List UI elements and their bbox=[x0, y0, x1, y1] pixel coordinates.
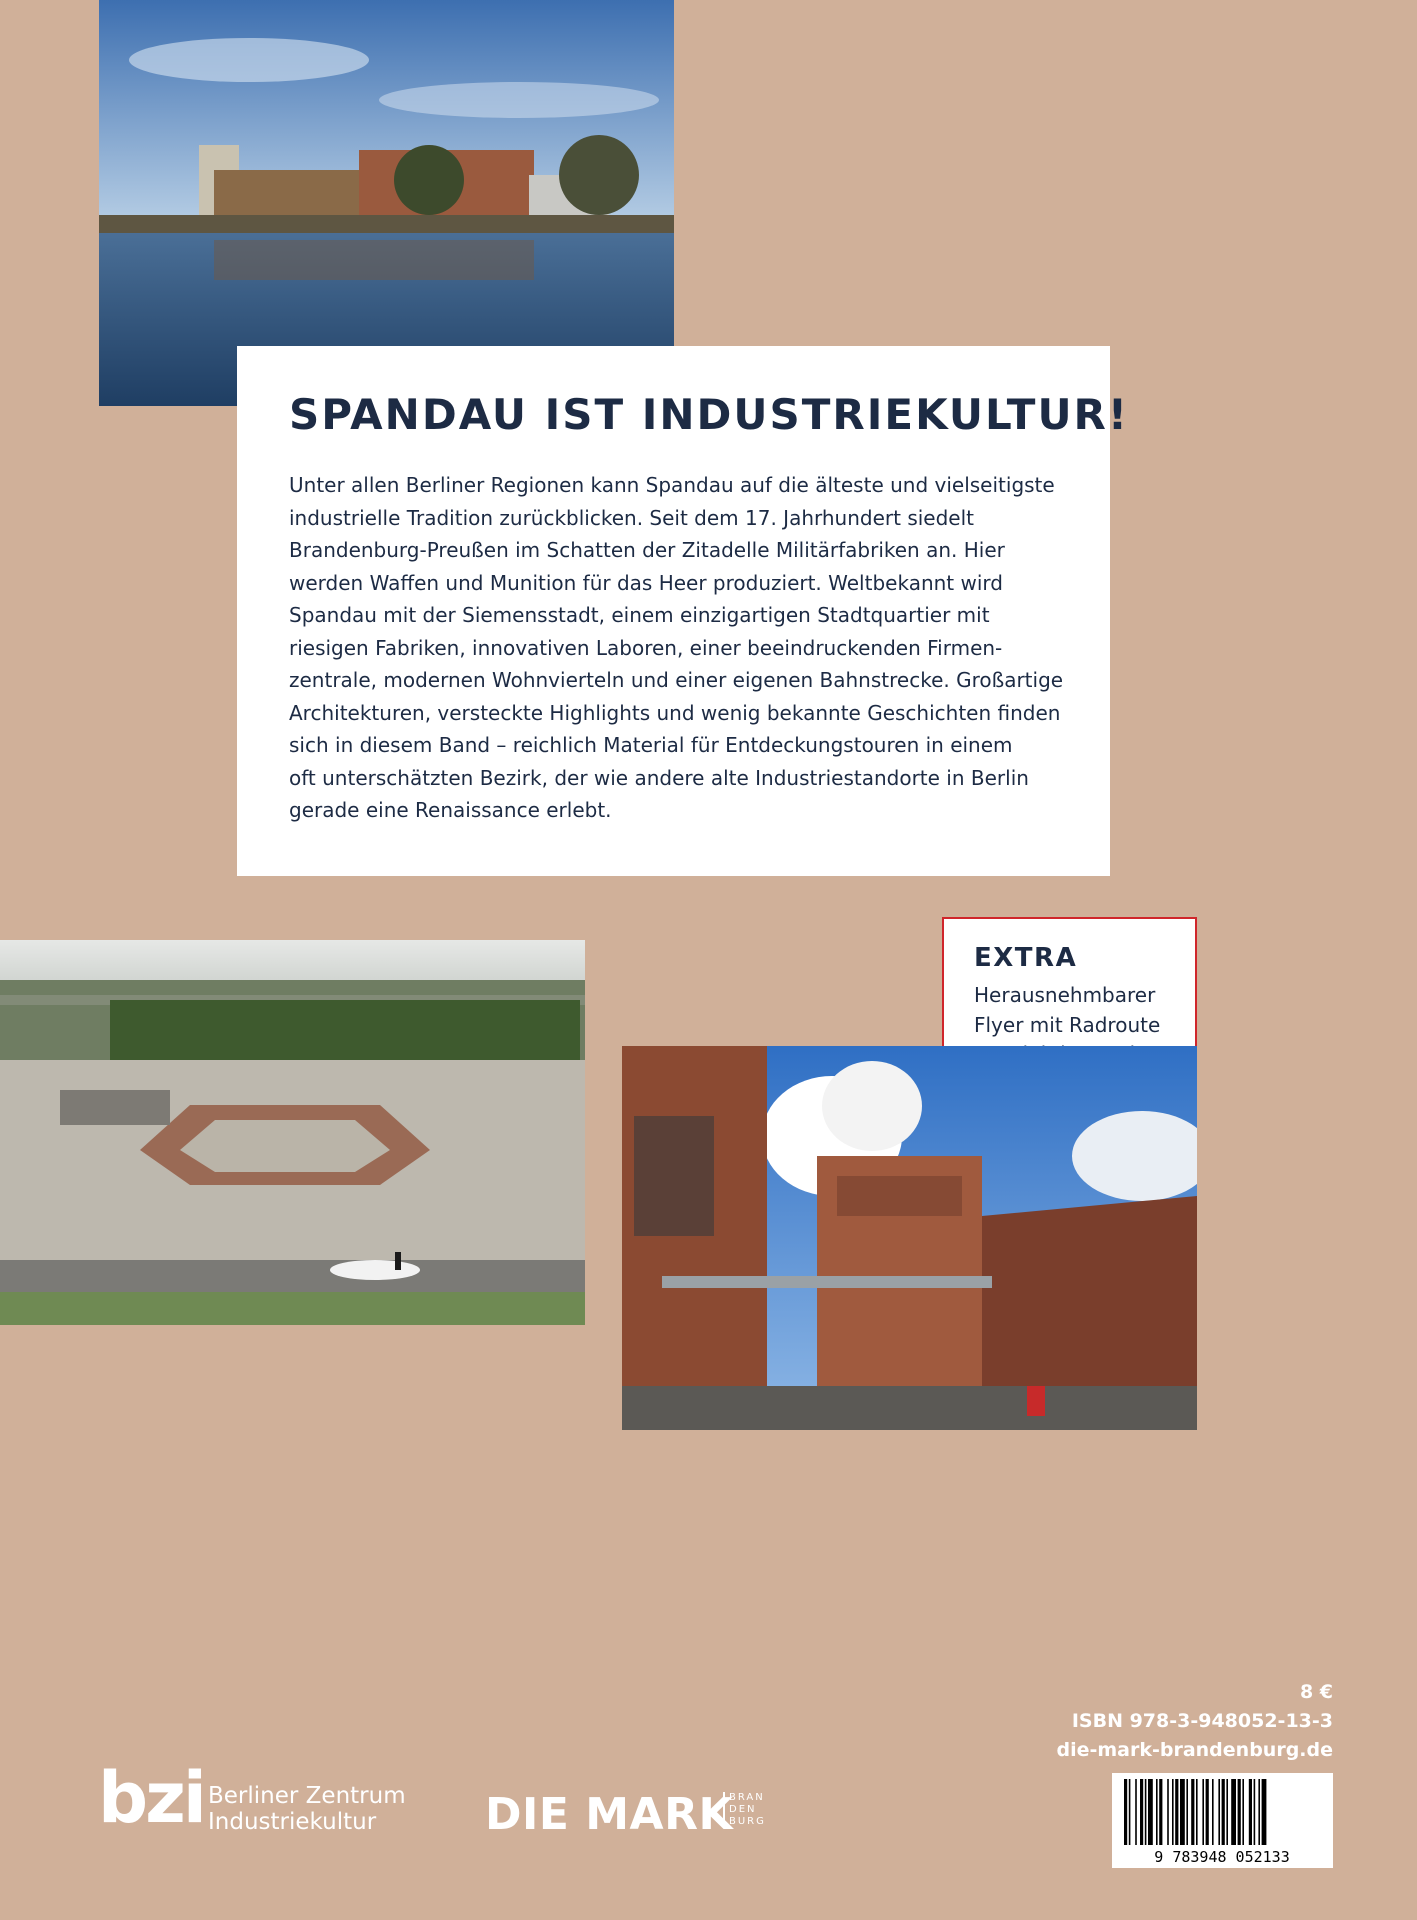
bzi-name-line: Industriekultur bbox=[208, 1809, 377, 1835]
barcode-bar bbox=[1238, 1779, 1241, 1845]
barcode-bar bbox=[1202, 1779, 1204, 1845]
intro-text-box bbox=[237, 346, 1130, 876]
price: 8 € bbox=[1299, 1681, 1333, 1703]
barcode-bar bbox=[1175, 1779, 1178, 1845]
die-mark-wordmark: DIE MARK bbox=[485, 1789, 734, 1840]
isbn: ISBN 978-3-948052-13-3 bbox=[1071, 1710, 1333, 1732]
barcode-bar bbox=[1254, 1779, 1256, 1845]
intro-line: Unter allen Berliner Regionen kann Spandau auf die älteste und vielseitigste bbox=[289, 473, 1055, 497]
barcode-digits: 9 783948 052133 bbox=[1154, 1848, 1290, 1866]
intro-line: Brandenburg-Preußen im Schatten der Zitadelle Militärfabriken an. Hier bbox=[289, 538, 1005, 562]
barcode-bar bbox=[1129, 1779, 1131, 1845]
photo-factory-courtyard bbox=[622, 1046, 1197, 1430]
extra-title: EXTRA bbox=[974, 943, 1078, 973]
barcode-bar bbox=[1242, 1779, 1244, 1845]
barcode-bar bbox=[1191, 1779, 1194, 1845]
intro-line: gerade eine Renaissance erlebt. bbox=[289, 798, 612, 822]
barcode-bar bbox=[1262, 1779, 1267, 1845]
barcode-bar bbox=[1167, 1779, 1169, 1845]
barcode-bar bbox=[1226, 1779, 1228, 1845]
barcode-bar bbox=[1159, 1779, 1162, 1845]
isbn-barcode bbox=[1112, 1773, 1333, 1868]
intro-line: oft unterschätzten Bezirk, der wie andere alte Industriestandorte in Berlin bbox=[289, 765, 1029, 790]
photo-airport-aerial bbox=[0, 940, 585, 1325]
barcode-bar bbox=[1231, 1779, 1236, 1845]
intro-line: zentrale, modernen Wohnvierteln und einer eigenen Bahnstrecke. Großartige bbox=[289, 668, 1064, 692]
headline: SPANDAU IST INDUSTRIEKULTUR! bbox=[289, 390, 1130, 439]
barcode-bars bbox=[1124, 1779, 1266, 1845]
bzi-full-name bbox=[208, 1783, 406, 1835]
die-mark-logo bbox=[485, 1790, 775, 1850]
barcode-bar bbox=[1258, 1779, 1260, 1845]
brandenburg-stack bbox=[723, 1792, 766, 1828]
barcode-bar bbox=[1135, 1779, 1137, 1845]
barcode-bar bbox=[1249, 1779, 1252, 1845]
intro-line: riesigen Fabriken, innovativen Laboren, einer beeindruckenden Firmen- bbox=[289, 635, 1003, 660]
extra-line: Herausnehmbarer bbox=[974, 983, 1156, 1007]
barcode-bar bbox=[1124, 1779, 1127, 1845]
barcode-bar bbox=[1140, 1779, 1143, 1845]
stack-line: BURG bbox=[729, 1816, 766, 1827]
barcode-bar bbox=[1180, 1779, 1185, 1845]
intro-line: sich in diesem Band – reichlich Material für Entdeckungstouren in einem bbox=[289, 733, 1013, 757]
barcode-bar bbox=[1145, 1779, 1147, 1845]
bzi-name-line: Berliner Zentrum bbox=[208, 1783, 406, 1809]
intro-line: Spandau mit der Siemensstadt, einem einzigartigen Stadtquartier mit bbox=[289, 603, 990, 627]
stack-line: DEN bbox=[729, 1804, 757, 1815]
barcode-bar bbox=[1206, 1779, 1209, 1845]
bzi-logo bbox=[98, 1757, 418, 1841]
stack-line: BRAN bbox=[729, 1792, 765, 1803]
intro-line: werden Waffen und Munition für das Heer produziert. Weltbekannt wird bbox=[289, 570, 1003, 595]
bzi-wordmark: bzi bbox=[98, 1757, 204, 1839]
website: die-mark-brandenburg.de bbox=[1056, 1739, 1333, 1761]
barcode-bar bbox=[1218, 1779, 1220, 1845]
intro-line: Architekturen, versteckte Highlights und wenig bekannte Geschichten finden bbox=[289, 700, 1061, 725]
barcode-bar bbox=[1148, 1779, 1153, 1845]
barcode-bar bbox=[1172, 1779, 1174, 1845]
barcode-bar bbox=[1186, 1779, 1188, 1845]
extra-line: Flyer mit Radroute bbox=[974, 1012, 1161, 1037]
price-isbn-block bbox=[1056, 1678, 1333, 1765]
intro-line: industrielle Tradition zurückblicken. Seit dem 17. Jahrhundert siedelt bbox=[289, 505, 975, 530]
barcode-bar bbox=[1196, 1779, 1198, 1845]
barcode-bar bbox=[1156, 1779, 1158, 1845]
intro-paragraph bbox=[289, 469, 1074, 827]
barcode-bar bbox=[1222, 1779, 1225, 1845]
barcode-bar bbox=[1212, 1779, 1214, 1845]
